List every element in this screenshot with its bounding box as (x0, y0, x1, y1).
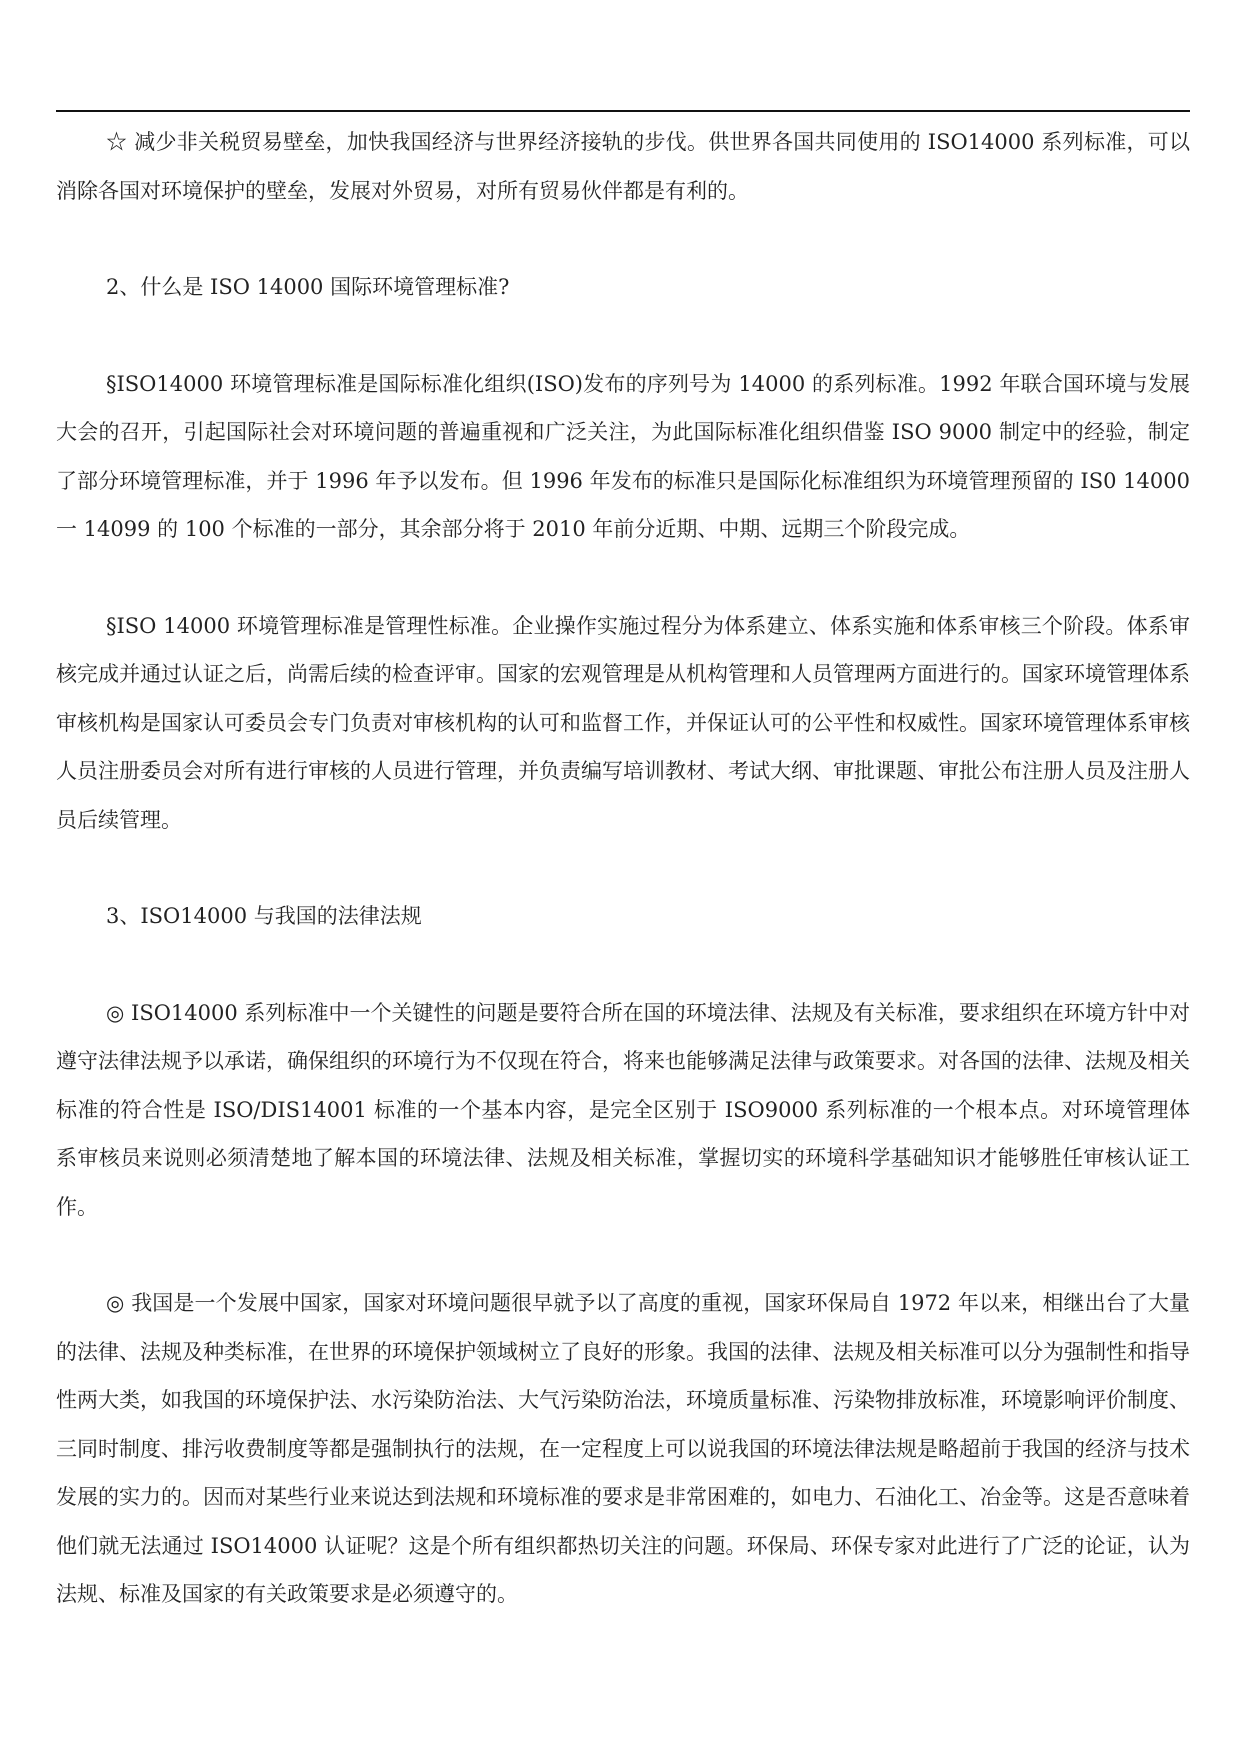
paragraph-china-regulations: ◎ 我国是一个发展中国家，国家对环境问题很早就予以了高度的重视，国家环保局自 1972 年以来，相继出台了大量的法律、法规及种类标准，在世界的环境保护领域树立了良好的形象。我国的法律、法规及相关标准可以分为强制性和指导性两大类，如我国的环境保护法、水污染防治法、大气污染防治法，环境质量标准、污染物排放标准，环境影响评价制度、三同时制度、排污收费制度等都是强制执行的法规，在一定程度上可以说我国的环境法律法规是略超前于我国的经济与技术发展的实力的。因而对某些行业来说达到法规和环境标准的要求是非常困难的，如电力、石油化工、冶金等。这是否意味着他们就无法通过 ISO14000 认证呢？这是个所有组织都热切关注的问题。环保局、环保专家对此进行了广泛的论证，认为法规、标准及国家的有关政策要求是必须遵守的。 (56, 1291, 1190, 1606)
paragraph-trade-barriers: ☆ 减少非关税贸易壁垒，加快我国经济与世界经济接轨的步伐。供世界各国共同使用的 ISO14000 系列标准，可以消除各国对环境保护的壁垒，发展对外贸易，对所有贸易伙伴都是有利的。 (56, 130, 1190, 203)
paragraph-legal-compliance: ◎ ISO14000 系列标准中一个关键性的问题是要符合所在国的环境法律、法规及有关标准，要求组织在环境方针中对遵守法律法规予以承诺，确保组织的环境行为不仅现在符合，将来也能够满足法律与政策要求。对各国的法律、法规及相关标准的符合性是 ISO/DIS14001 标准的一个基本内容，是完全区别于 ISO9000 系列标准的一个根本点。对环境管理体系审核员来说则必须清楚地了解本国的环境法律、法规及相关标准，掌握切实的环境科学基础知识才能够胜任审核认证工作。 (56, 1000, 1190, 1219)
paragraph-gap (56, 844, 1190, 892)
paragraph-gap (56, 312, 1190, 360)
header-rule (56, 110, 1190, 112)
paragraph-gap (56, 215, 1190, 263)
document-body (56, 118, 1190, 1619)
section-heading-3: 3、ISO14000 与我国的法律法规 (106, 904, 422, 928)
paragraph-management-standard: §ISO 14000 环境管理标准是管理性标准。企业操作实施过程分为体系建立、体系实施和体系审核三个阶段。体系审核完成并通过认证之后，尚需后续的检查评审。国家的宏观管理是从机构管理和人员管理两方面进行的。国家环境管理体系审核机构是国家认可委员会专门负责对审核机构的认可和监督工作，并保证认可的公平性和权威性。国家环境管理体系审核人员注册委员会对所有进行审核的人员进行管理，并负责编写培训教材、考试大纲、审批课题、审批公布注册人员及注册人员后续管理。 (56, 613, 1190, 832)
paragraph-gap (56, 941, 1190, 989)
paragraph-gap (56, 554, 1190, 602)
section-heading-2: 2、什么是 ISO 14000 国际环境管理标准? (106, 275, 510, 299)
paragraph-gap (56, 1231, 1190, 1279)
paragraph-iso14000-definition: §ISO14000 环境管理标准是国际标准化组织(ISO)发布的序列号为 14000 的系列标准。1992 年联合国环境与发展大会的召开，引起国际社会对环境问题的普遍重视和广泛关注，为此国际标准化组织借鉴 ISO 9000 制定中的经验，制定了部分环境管理标准，并于 1996 年予以发布。但 1996 年发布的标准只是国际化标准组织为环境管理预留的 IS0 14000 一 14099 的 100 个标准的一部分，其余部分将于 2010 年前分近期、中期、远期三个阶段完成。 (56, 371, 1190, 541)
